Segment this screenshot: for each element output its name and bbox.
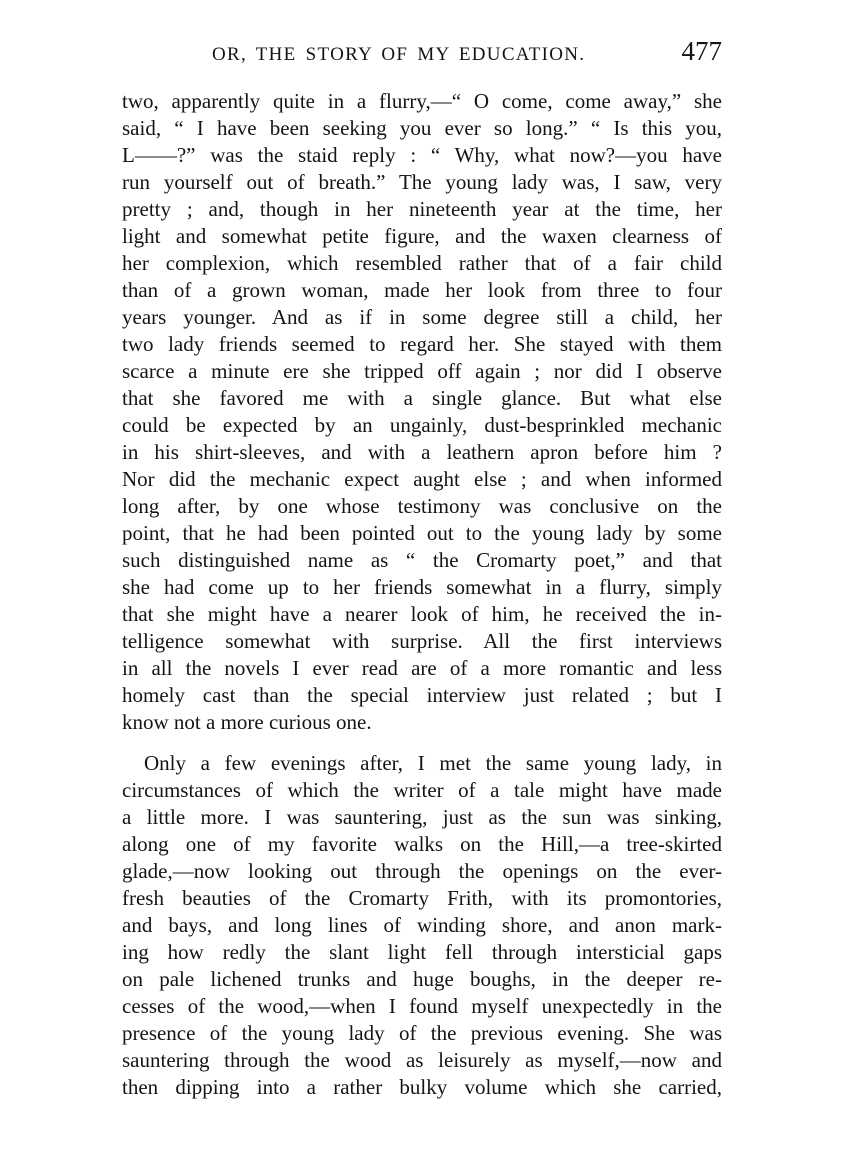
text-line: scarce a minute ere she tripped off again ; nor did I observe	[122, 359, 722, 383]
text-line: long after, by one whose testimony was conclusive on the	[122, 494, 722, 518]
text-line: years younger. And as if in some degree still a child, her	[122, 305, 722, 329]
text-line: in his shirt-sleeves, and with a leathern apron before him ?	[122, 440, 722, 464]
paragraph-gap	[122, 736, 722, 750]
text-line: homely cast than the special interview just related ; but I	[122, 683, 722, 707]
text-line: then dipping into a rather bulky volume which she carried,	[122, 1075, 722, 1099]
text-line: she had come up to her friends somewhat in a flurry, simply	[122, 575, 722, 599]
text-line: glade,—now looking out through the openings on the ever-	[122, 859, 722, 883]
text-line: telligence somewhat with surprise. All the first interviews	[122, 629, 722, 653]
text-line: light and somewhat petite figure, and the waxen clearness of	[122, 224, 722, 248]
text-line: point, that he had been pointed out to the young lady by some	[122, 521, 722, 545]
text-line: cesses of the wood,—when I found myself unexpectedly in the	[122, 994, 722, 1018]
text-line: a little more. I was sauntering, just as the sun was sinking,	[122, 805, 722, 829]
text-line: and bays, and long lines of winding shore, and anon mark-	[122, 913, 722, 937]
text-line: ing how redly the slant light fell through intersticial gaps	[122, 940, 722, 964]
paragraph-1	[122, 88, 722, 736]
text-line: that she favored me with a single glance. But what else	[122, 386, 722, 410]
running-title: OR, THE STORY OF MY EDUCATION.	[212, 44, 586, 65]
text-line: Only a few evenings after, I met the same young lady, in	[144, 751, 722, 775]
text-line: said, “ I have been seeking you ever so long.” “ Is this you,	[122, 116, 722, 140]
text-line: sauntering through the wood as leisurely as myself,—now and	[122, 1048, 722, 1072]
text-line: pretty ; and, though in her nineteenth year at the time, her	[122, 197, 722, 221]
text-line: run yourself out of breath.” The young lady was, I saw, very	[122, 170, 722, 194]
body-text	[122, 88, 722, 1101]
text-line: two, apparently quite in a flurry,—“ O come, come away,” she	[122, 89, 722, 113]
text-line: presence of the young lady of the previous evening. She was	[122, 1021, 722, 1045]
text-line: than of a grown woman, made her look from three to four	[122, 278, 722, 302]
text-line: her complexion, which resembled rather that of a fair child	[122, 251, 722, 275]
text-line: along one of my favorite walks on the Hill,—a tree-skirted	[122, 832, 722, 856]
page-number: 477	[681, 36, 722, 66]
text-line: know not a more curious one.	[122, 710, 372, 734]
running-head	[122, 36, 722, 76]
text-line: that she might have a nearer look of him, he received the in-	[122, 602, 722, 626]
text-line: Nor did the mechanic expect aught else ; and when informed	[122, 467, 722, 491]
text-line: on pale lichened trunks and huge boughs, in the deeper re-	[122, 967, 722, 991]
text-line: two lady friends seemed to regard her. She stayed with them	[122, 332, 722, 356]
text-line: could be expected by an ungainly, dust-besprinkled mechanic	[122, 413, 722, 437]
text-line: fresh beauties of the Cromarty Frith, with its promontories,	[122, 886, 722, 910]
text-line: circumstances of which the writer of a tale might have made	[122, 778, 722, 802]
text-line: such distinguished name as “ the Cromarty poet,” and that	[122, 548, 722, 572]
paragraph-2	[122, 750, 722, 1101]
text-line: L——?” was the staid reply : “ Why, what now?—you have	[122, 143, 722, 167]
text-line: in all the novels I ever read are of a more romantic and less	[122, 656, 722, 680]
